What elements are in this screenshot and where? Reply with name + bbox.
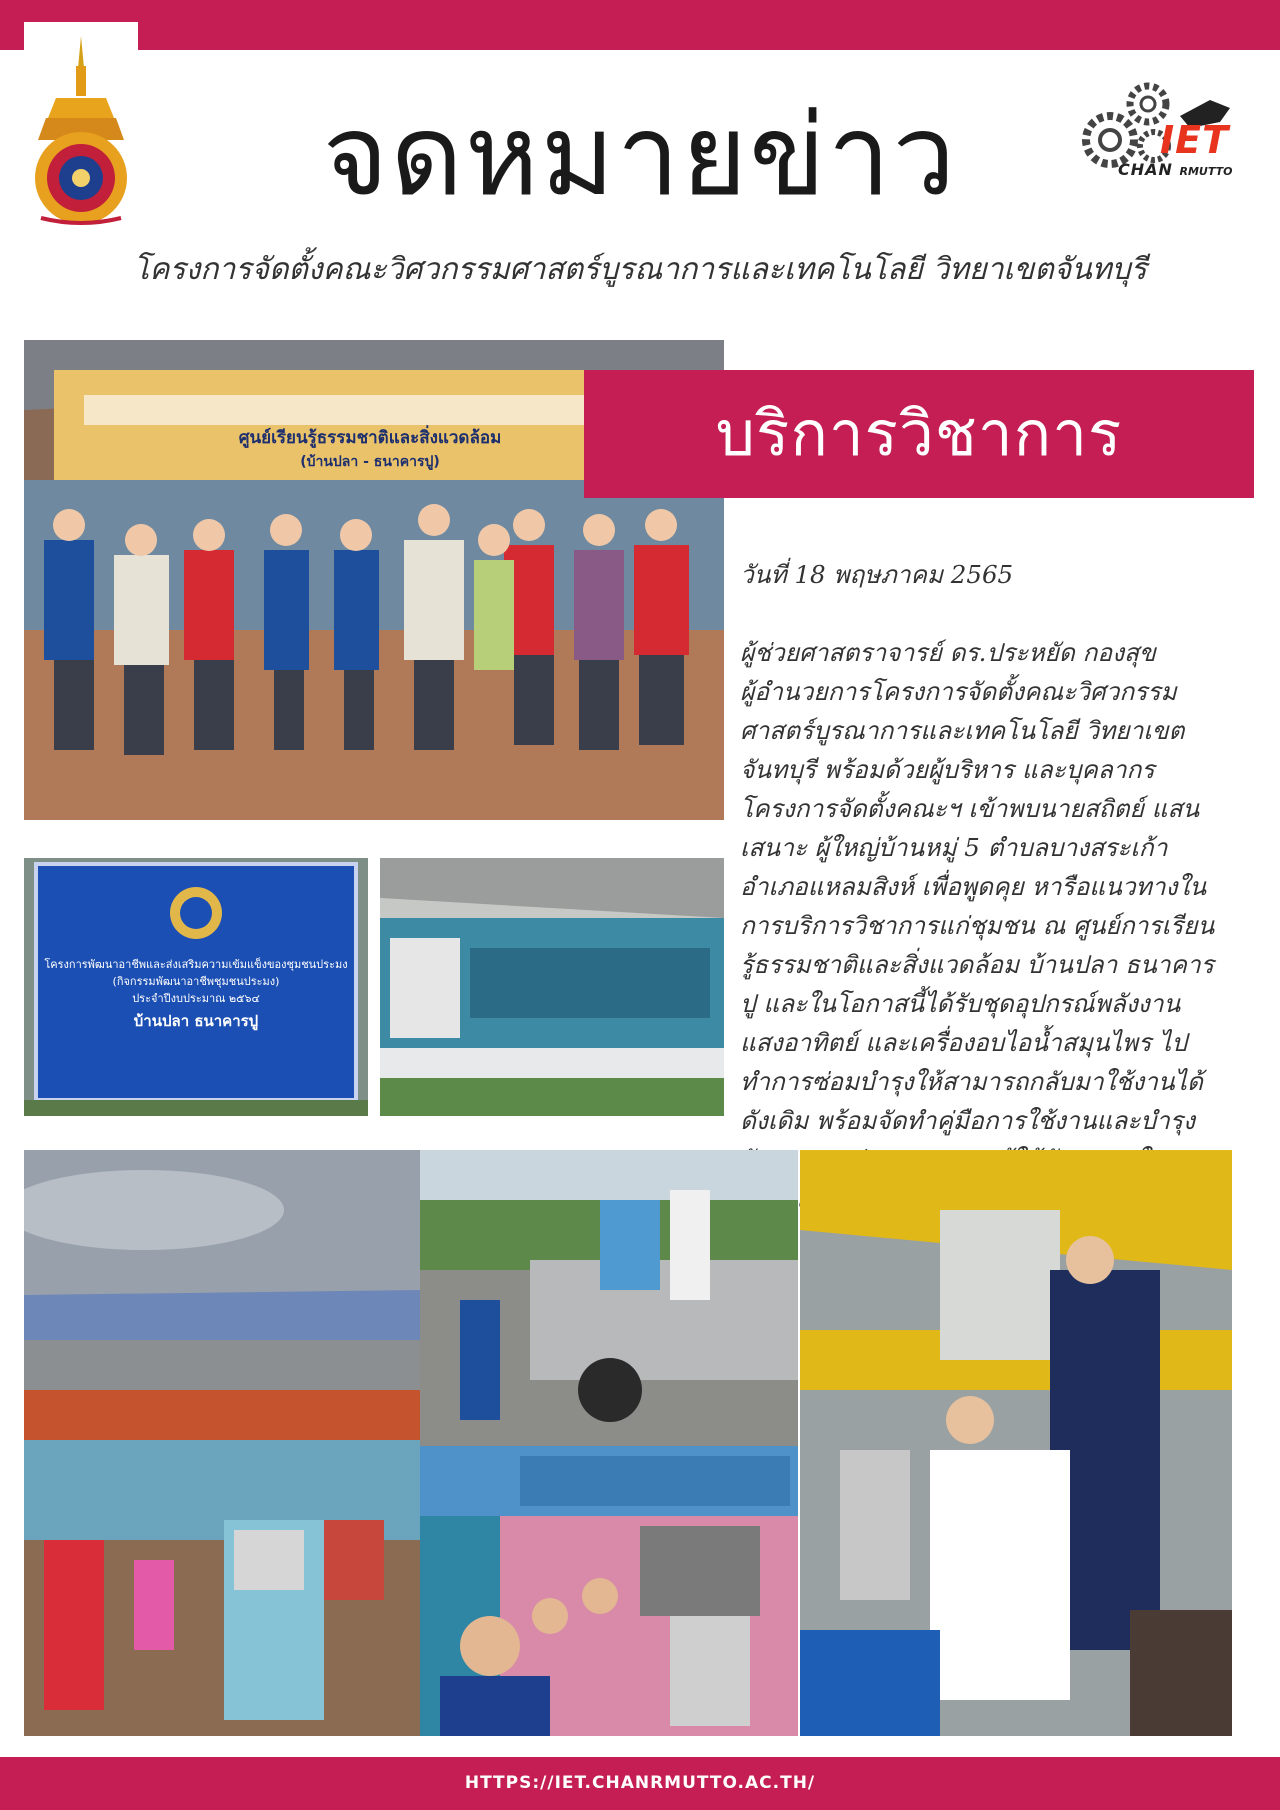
iet-tagline: CHAN RMUTTO xyxy=(1118,160,1233,179)
banner-subtitle: (บ้านปลา - ธนาคารปู) xyxy=(300,454,440,470)
project-sign-text xyxy=(40,956,352,1030)
section-label-badge xyxy=(584,370,1254,498)
training-session-photo xyxy=(420,1446,798,1736)
section-label: บริการวิชาการ xyxy=(715,397,1123,470)
electrical-cabinet-photo xyxy=(800,1150,1232,1736)
article-date: วันที่ 18 พฤษภาคม 2565 xyxy=(740,560,1014,589)
page-subtitle: โครงการจัดตั้งคณะวิศวกรรมศาสตร์บูรณาการและเทคโนโลยี วิทยาเขตจันทบุรี xyxy=(133,252,1147,287)
article-text xyxy=(740,516,1260,1257)
community-signage-photo xyxy=(380,858,724,1116)
footer-website-link[interactable]: HTTPS://IET.CHANRMUTTO.AC.TH/ xyxy=(464,1773,816,1793)
page-title: จดหมายข่าว xyxy=(322,91,958,221)
article-body: ผู้ช่วยศาสตราจารย์ ดร.ประหยัด กองสุข ผู้อำนวยการโครงการจัดตั้งคณะวิศวกรรม ศาสตร์บูรณาการและเทคโนโลยี วิทยาเขต จันทบุรี พร้อมด้วยผู้บริหาร และบุคลากร โครงการจัดตั้งคณะฯ เข้าพบนายสถิตย์ แสน เสนาะ ผู้ใหญ่บ้านหมู่ 5 ตำบลบางสระเก้า อำเภอแหลมสิงห์ เพื่อพูดคุย หารือแนวทางใน การบริการวิชาการแก่ชุมชน ณ ศูนย์การเรียน รู้ธรรมชาติและสิ่งแวดล้อม บ้านปลา ธนาคาร ปู และในโอกาสนี้ได้รับชุดอุปกรณ์พลังงาน แสงอาทิตย์ และเครื่องอบไอน้ำสมุนไพร ไป ทำการซ่อมบำรุงให้สามารถกลับมาใช้งานได้ ดังเดิม พร้อมจัดทำคู่มือการใช้งานและบำรุง xyxy=(740,638,1215,1135)
iet-brand-text: IET xyxy=(1160,118,1230,162)
sign-line-3: ประจำปีงบประมาณ ๒๕๖๔ xyxy=(132,992,260,1005)
pickup-truck-photo xyxy=(420,1150,798,1446)
herbal-steamer-photo xyxy=(24,1440,420,1736)
banner-title: ศูนย์เรียนรู้ธรรมชาติและสิ่งแวดล้อม xyxy=(238,428,502,448)
sign-line-1: โครงการพัฒนาอาชีพและส่งเสริมความเข้มแข็งของชุมชนประมง xyxy=(44,958,348,971)
sign-line-2: (กิจกรรมพัฒนาอาชีพชุมชนประมง) xyxy=(112,975,280,988)
top-accent-bar xyxy=(0,0,1280,50)
solar-panel-photo xyxy=(24,1150,420,1440)
group-photo-banner xyxy=(190,424,550,473)
sign-line-4: บ้านปลา ธนาคารปู xyxy=(133,1012,259,1030)
